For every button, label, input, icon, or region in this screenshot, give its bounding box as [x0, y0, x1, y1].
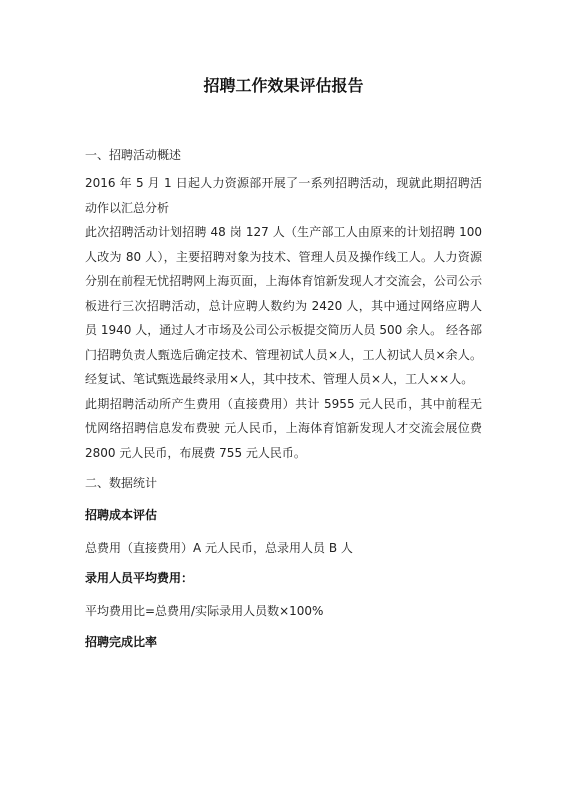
section-heading-statistics: 二、数据统计 — [85, 476, 158, 490]
paragraph-plan: 此次招聘活动计划招聘 48 岗 127 人（生产部工人由原来的计划招聘 100 人改为 80 人），主要招聘对象为技术、管理人员及操作线工人。人力资源分别在前程无忧招聘网上海页面，上海体育馆新发现人才交流会，公司公示板进行三次招聘活动，总计应聘人数约为 2420 人，其中通过网络应聘人员 1940 人，通过人才市场及公司公示板提交简历人员 500 余人。 经各部门招聘负责人甄选后确定技术、管理初试人员×人，工人初试人员×余人。经复试、笔试甄选最终录用×人，其中技术、管理人员×人，工人××人。 — [85, 225, 482, 386]
heading-cost-evaluation: 招聘成本评估 — [85, 508, 158, 522]
heading-average-cost: 录用人员平均费用： — [85, 571, 194, 585]
heading-completion-ratio: 招聘完成比率 — [85, 635, 158, 649]
section-heading-overview: 一、招聘活动概述 — [85, 148, 182, 162]
text-average-cost: 平均费用比=总费用/实际录用人员数×100% — [85, 604, 324, 618]
paragraph-intro: 2016 年 5 月 1 日起人力资源部开展了一系列招聘活动，现就此期招聘活动作以汇总分析 — [85, 176, 482, 215]
document-title: 招聘工作效果评估报告 — [203, 76, 364, 95]
text-cost-evaluation: 总费用（直接费用）A 元人民币，总录用人员 B 人 — [85, 541, 353, 555]
paragraph-cost: 此期招聘活动所产生费用（直接费用）共计 5955 元人民币，其中前程无忧网络招聘信息发布费驶 元人民币，上海体育馆新发现人才交流会展位费 2800 元人民币，布展费 755 元人民币。 — [85, 396, 482, 460]
